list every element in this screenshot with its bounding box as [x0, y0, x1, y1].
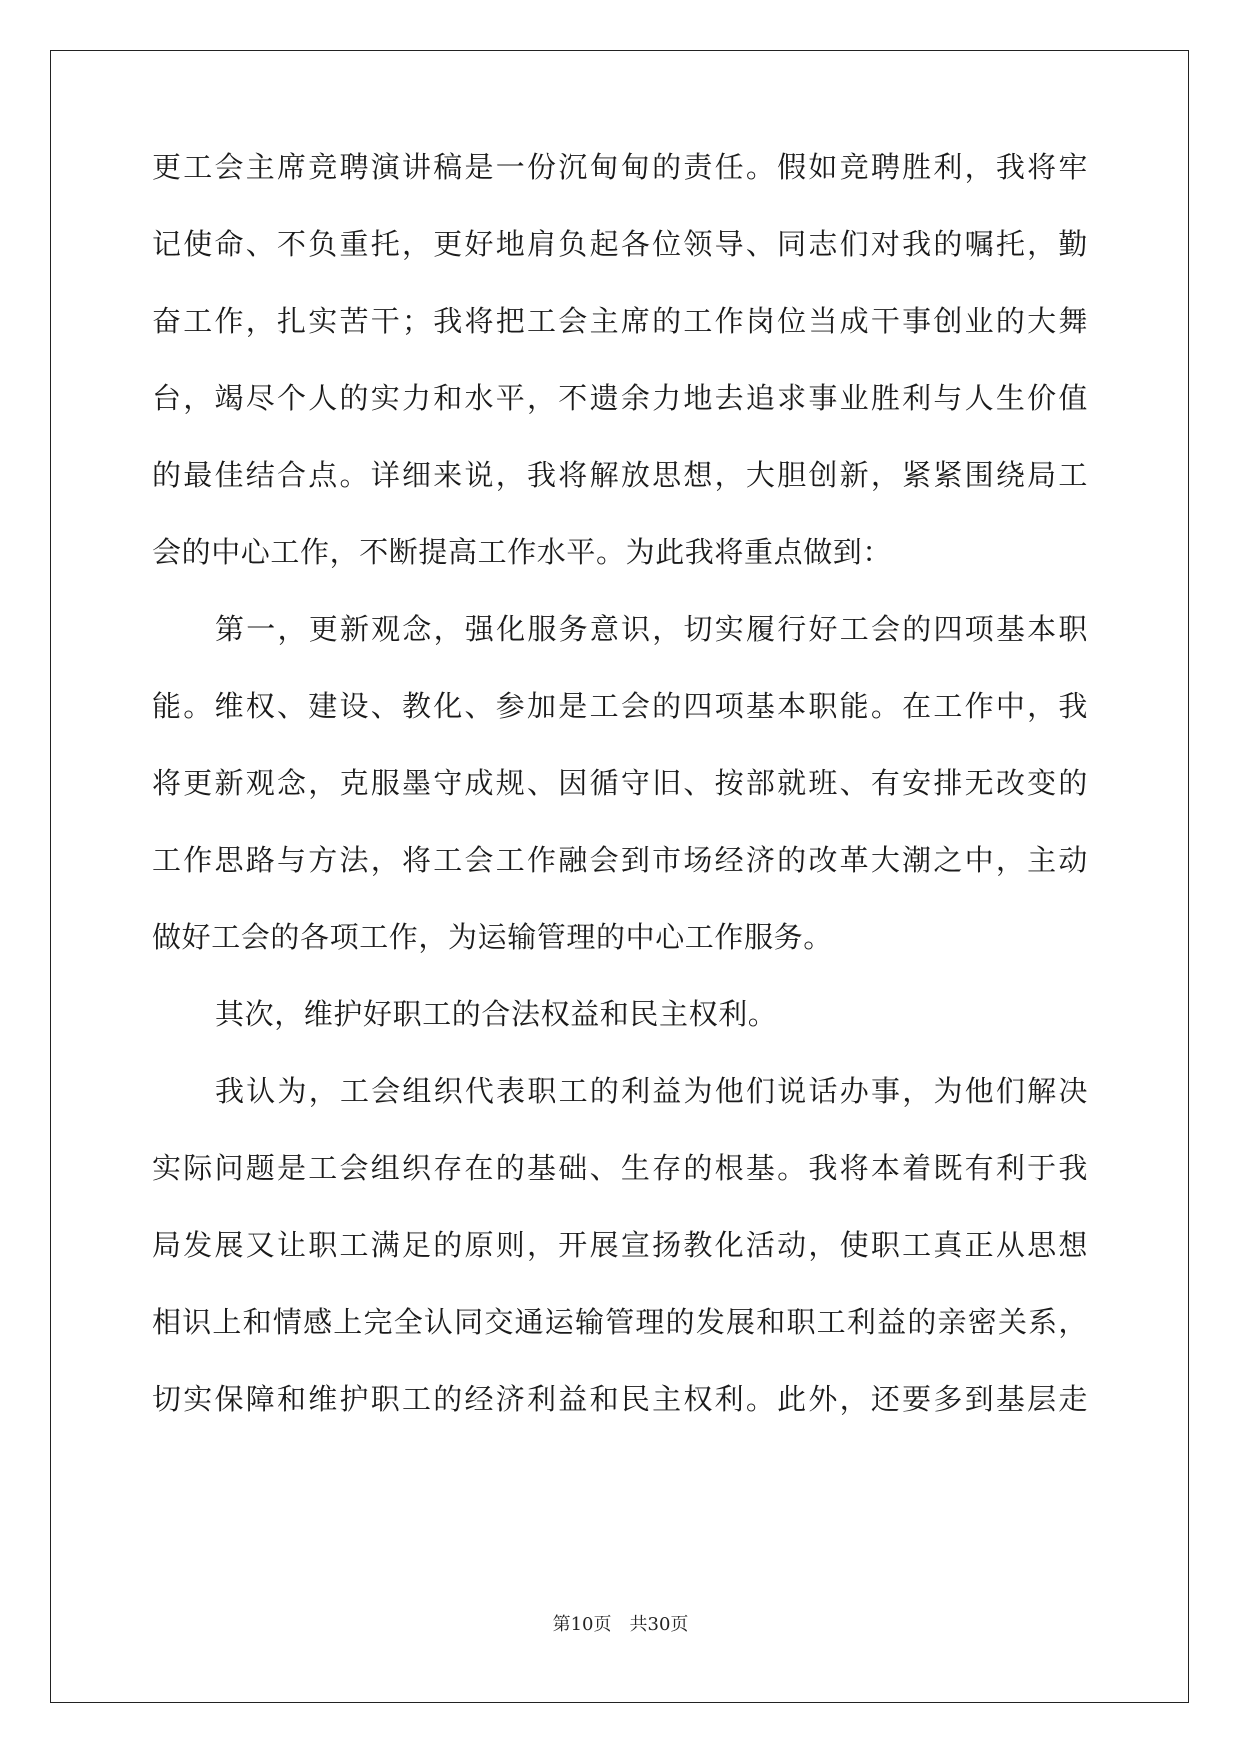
- text-line: 工作思路与方法，将工会工作融会到市场经济的改革大潮之中，主动: [152, 843, 1088, 877]
- text-line: 的最佳结合点。详细来说，我将解放思想，大胆创新，紧紧围绕局工: [152, 458, 1088, 492]
- text-line: 做好工会的各项工作，为运输管理的中心工作服务。: [152, 920, 833, 954]
- text-line: 奋工作，扎实苦干；我将把工会主席的工作岗位当成干事创业的大舞: [152, 304, 1088, 338]
- text-line: 实际问题是工会组织存在的基础、生存的根基。我将本着既有利于我: [152, 1151, 1088, 1185]
- text-line: 更工会主席竞聘演讲稿是一份沉甸甸的责任。假如竞聘胜利，我将牢: [152, 150, 1088, 184]
- text-line: 将更新观念，克服墨守成规、因循守旧、按部就班、有安排无改变的: [152, 766, 1088, 800]
- text-line: 切实保障和维护职工的经济利益和民主权利。此外，还要多到基层走: [152, 1382, 1088, 1416]
- page-footer: [0, 1613, 1241, 1637]
- text-line: 其次，维护好职工的合法权益和民主权利。: [215, 997, 778, 1031]
- text-line: 台，竭尽个人的实力和水平，不遗余力地去追求事业胜利与人生价值: [152, 381, 1088, 415]
- page-total: 共30页: [629, 1614, 689, 1635]
- text-line: 局发展又让职工满足的原则，开展宣扬教化活动，使职工真正从思想: [152, 1228, 1088, 1262]
- text-line: 第一，更新观念，强化服务意识，切实履行好工会的四项基本职: [215, 612, 1088, 646]
- text-line: 能。维权、建设、教化、参加是工会的四项基本职能。在工作中，我: [152, 689, 1088, 723]
- page-number: 第10页: [552, 1614, 612, 1635]
- text-line: 我认为，工会组织代表职工的利益为他们说话办事，为他们解决: [215, 1074, 1088, 1108]
- text-line: 会的中心工作，不断提高工作水平。为此我将重点做到：: [152, 535, 893, 569]
- text-line: 记使命、不负重托，更好地肩负起各位领导、同志们对我的嘱托，勤: [152, 227, 1088, 261]
- text-line: 相识上和情感上完全认同交通运输管理的发展和职工利益的亲密关系，: [152, 1305, 1088, 1339]
